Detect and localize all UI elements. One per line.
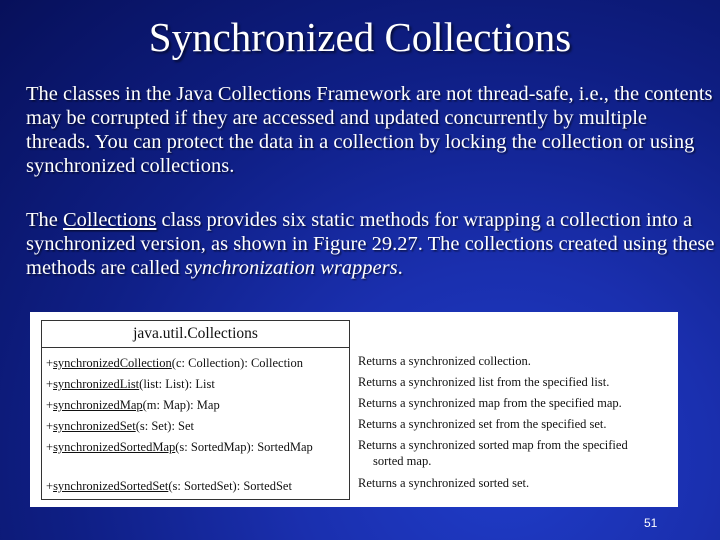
uml-method	[46, 398, 220, 413]
method-signature: (list: List): List	[139, 377, 215, 391]
page-number: 51	[644, 516, 658, 530]
method-visibility: +	[46, 440, 54, 454]
method-name: synchronizedCollection	[53, 356, 172, 370]
uml-class-box	[41, 320, 350, 500]
method-description-continued: sorted map.	[373, 454, 432, 468]
uml-method	[46, 479, 292, 494]
uml-figure	[30, 312, 678, 507]
method-visibility: +	[46, 356, 54, 370]
collections-class-link: Collections	[63, 209, 157, 231]
method-signature: (s: SortedMap): SortedMap	[175, 440, 313, 454]
method-name: synchronizedMap	[53, 398, 143, 412]
uml-method	[46, 356, 303, 371]
method-description: Returns a synchronized collection.	[358, 354, 531, 368]
paragraph-text: The	[26, 209, 63, 231]
method-description: Returns a synchronized list from the specified list.	[358, 375, 610, 389]
paragraph-text: .	[397, 257, 403, 279]
method-visibility: +	[46, 479, 54, 493]
paragraph-text: class provides six static methods for wrapping a collection into a synchronized version, as shown in Figure 29.27. The collections created using these methods are called	[26, 209, 715, 279]
uml-method	[46, 419, 194, 434]
collections-paragraph	[26, 208, 716, 280]
method-name: synchronizedSortedMap	[53, 440, 176, 454]
method-description: Returns a synchronized set from the specified set.	[358, 417, 607, 431]
uml-class-name: java.util.Collections	[42, 321, 349, 348]
method-description: Returns a synchronized sorted map from the specified	[358, 438, 628, 452]
method-name: synchronizedSet	[53, 419, 136, 433]
emphasis-term: synchronization wrappers	[184, 257, 398, 279]
method-visibility: +	[46, 398, 54, 412]
uml-method	[46, 377, 215, 392]
method-signature: (c: Collection): Collection	[171, 356, 304, 370]
method-description: Returns a synchronized map from the specified map.	[358, 396, 622, 410]
intro-paragraph: The classes in the Java Collections Framework are not thread-safe, i.e., the contents may be corrupted if they are accessed and updated concurrently by multiple threads. You can protect the data in a collection by locking the collection or using synchronized collections.	[26, 83, 713, 177]
method-visibility: +	[46, 419, 54, 433]
method-signature: (m: Map): Map	[142, 398, 220, 412]
uml-method	[46, 440, 313, 455]
method-name: synchronizedList	[53, 377, 140, 391]
method-signature: (s: Set): Set	[135, 419, 195, 433]
method-signature: (s: SortedSet): SortedSet	[168, 479, 292, 493]
slide-title: Synchronized Collections	[148, 14, 572, 60]
method-visibility: +	[46, 377, 54, 391]
method-description: Returns a synchronized sorted set.	[358, 476, 530, 490]
method-name: synchronizedSortedSet	[53, 479, 169, 493]
